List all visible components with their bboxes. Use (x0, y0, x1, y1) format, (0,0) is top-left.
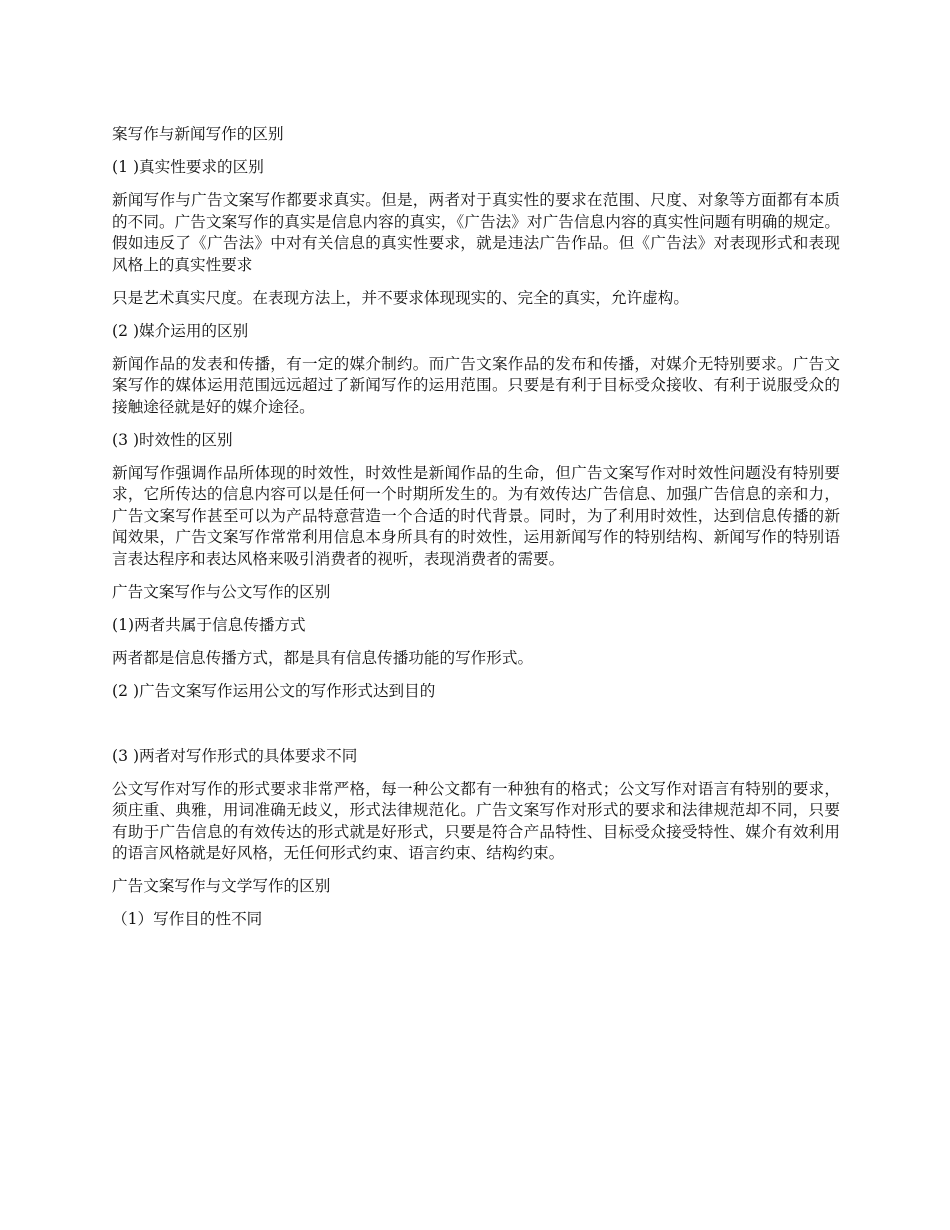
subheading-shared-method: (1)两者共属于信息传播方式 (112, 615, 306, 634)
subheading-form-requirements: (3 )两者对写作形式的具体要求不同 (112, 746, 358, 765)
paragraph-form-requirements: 公文写作对写作的形式要求非常严格，每一种公文都有一种独有的格式；公文写作对语言有特别的要求，须庄重、典雅，用词准确无歧义，形式法律规范化。广告文案写作对形式的要求和法律规范却不同，只要有助于广告信息的有效传达的形式就是好形式，只要是符合产品特性、目标受众接受特性、媒介有效利用的语言风格就是好风格，无任何形式约束、语言约束、结构约束。 (112, 779, 840, 862)
paragraph-artistic-truth: 只是艺术真实尺度。在表现方法上，并不要求体现现实的、完全的真实，允许虚构。 (112, 288, 689, 307)
subheading-truthfulness: (1 )真实性要求的区别 (112, 158, 264, 176)
paragraph-media: 新闻作品的发表和传播，有一定的媒介制约。而广告文案作品的发布和传播，对媒介无特别要求。广告文案写作的媒体运用范围远远超过了新闻写作的运用范围。只要是有利于目标受众接收、有利于说服受众的接触途径就是好的媒介途径。 (112, 354, 840, 416)
paragraph-timeliness: 新闻写作强调作品所体现的时效性，时效性是新闻作品的生命，但广告文案写作对时效性问题没有特别要求，它所传达的信息内容可以是任何一个时期所发生的。为有效传达广告信息、加强广告信息的亲和力，广告文案写作甚至可以为产品特意营造一个合适的时代背景。同时，为了利用时效性，达到信息传播的新闻效果，广告文案写作常常利用信息本身所具有的时效性，运用新闻写作的特别结构、新闻写作的特别语言表达程序和表达风格来吸引消费者的视听，表现消费者的需要。 (112, 463, 840, 568)
blank-gap (112, 714, 840, 746)
section-heading-news: 案写作与新闻写作的区别 (112, 125, 284, 143)
subheading-media: (2 )媒介运用的区别 (112, 321, 249, 340)
section-heading-literary: 广告文案写作与文学写作的区别 (112, 877, 331, 895)
subheading-timeliness: (3 )时效性的区别 (112, 430, 233, 449)
section-heading-official: 广告文案写作与公文写作的区别 (112, 582, 331, 601)
subheading-purpose: （1）写作目的性不同 (112, 910, 263, 928)
paragraph-shared-method: 两者都是信息传播方式，都是具有信息传播功能的写作形式。 (112, 648, 534, 667)
paragraph-truthfulness: 新闻写作与广告文案写作都要求真实。但是，两者对于真实性的要求在范围、尺度、对象等方面都有本质的不同。广告文案写作的真实是信息内容的真实，《广告法》对广告信息内容的真实性问题有明确的规定。假如违反了《广告法》中对有关信息的真实性要求，就是违法广告作品。但《广告法》对表现形式和表现风格上的真实性要求 (112, 191, 840, 274)
document-body (112, 124, 840, 942)
subheading-official-form: (2 )广告文案写作运用公文的写作形式达到目的 (112, 681, 436, 700)
